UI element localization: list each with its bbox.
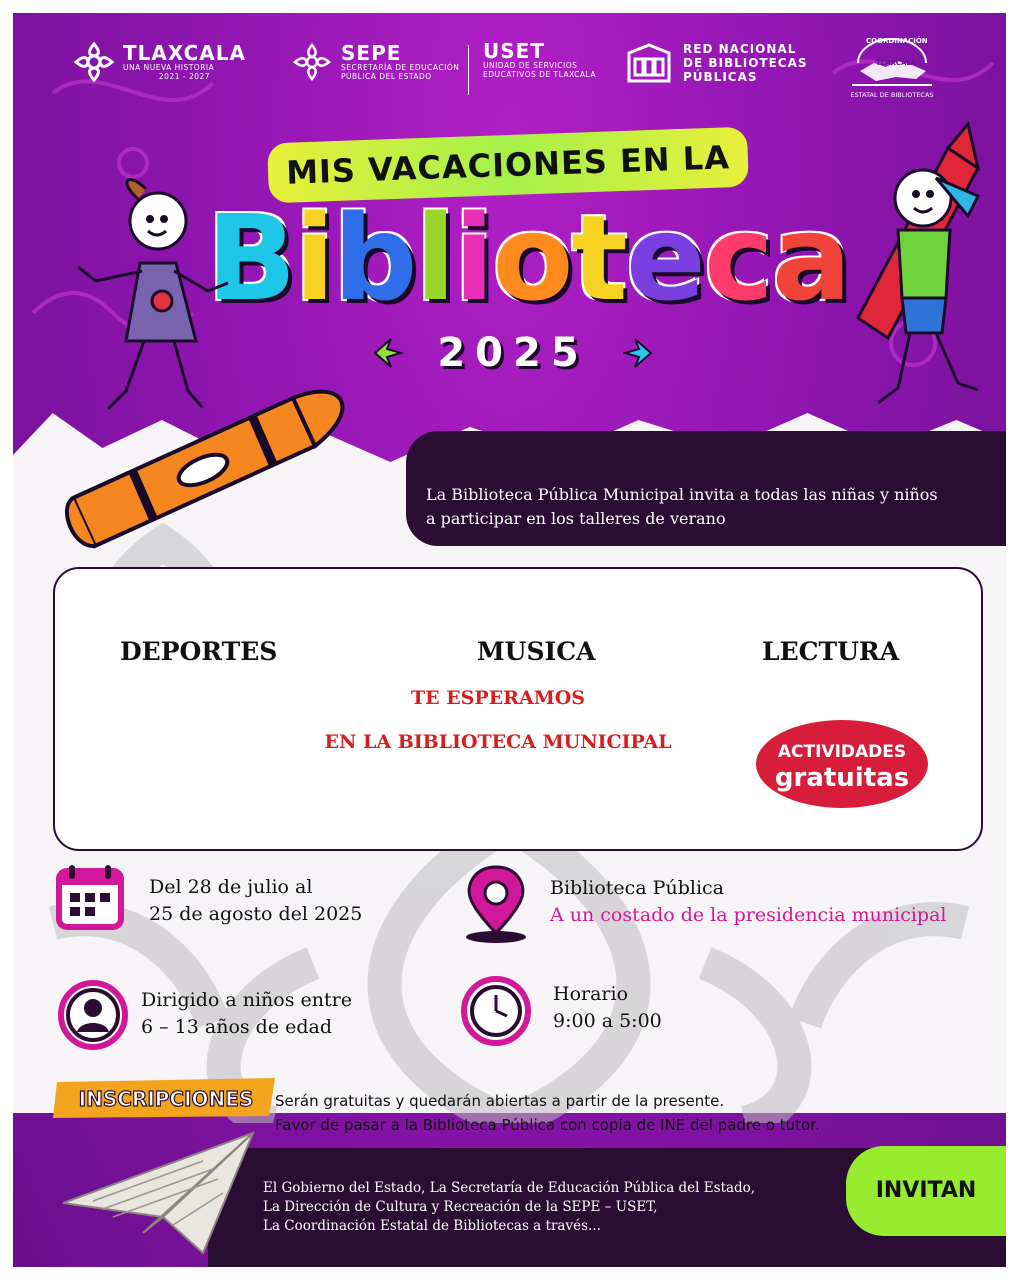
te-esperamos-text: TE ESPERAMOS xyxy=(410,687,586,709)
hours-value: 9:00 a 5:00 xyxy=(553,1010,662,1032)
tlaxcala-name: TLAXCALA xyxy=(123,41,246,65)
inscripciones-line1: Serán gratuitas y quedarán abiertas a partir de la presente. xyxy=(275,1092,725,1110)
place-line1: Biblioteca Pública xyxy=(550,877,724,899)
title-letter: a xyxy=(771,189,850,327)
title-letter: B xyxy=(206,189,295,327)
calendar-icon xyxy=(55,863,125,931)
activity-musica: MUSICA xyxy=(477,637,596,666)
coordinacion-logo xyxy=(846,33,938,99)
poster xyxy=(13,13,1006,1267)
title-letter: i xyxy=(294,189,333,327)
footer-line1: El Gobierno del Estado, La Secretaría de Educación Pública del Estado, xyxy=(263,1180,756,1196)
activity-deportes: DEPORTES xyxy=(120,637,278,666)
logo-divider xyxy=(468,45,469,95)
place-text xyxy=(550,875,947,929)
invite-text xyxy=(426,483,996,531)
tlaxcala-period: 2021 - 2027 xyxy=(158,72,211,81)
location-pin-icon xyxy=(460,863,532,945)
invitan-badge xyxy=(846,1146,1006,1236)
user-profile-icon xyxy=(58,980,128,1050)
title-letter: t xyxy=(571,189,626,327)
footer-line3: La Coordinación Estatal de Bibliotecas a través... xyxy=(263,1218,601,1234)
uset-line2: EDUCATIVOS DE TLAXCALA xyxy=(483,70,597,79)
library-books-icon xyxy=(623,37,675,89)
coordinacion-mid: TLAXCALA xyxy=(876,59,917,67)
sepe-logo xyxy=(291,41,459,83)
uset-line1: UNIDAD DE SERVICIOS xyxy=(483,61,578,70)
header-logos xyxy=(13,33,1006,113)
age-line2: 6 – 13 años de edad xyxy=(141,1016,333,1038)
invite-line1: La Biblioteca Pública Municipal invita a todas las niñas y niños xyxy=(426,485,938,504)
title-letter: l xyxy=(415,189,454,327)
inscripciones-label: INSCRIPCIONES xyxy=(78,1087,254,1111)
inscripciones-line2: Favor de pasar a la Biblioteca Pública con copia de INE del padre o tutor. xyxy=(275,1116,820,1134)
boy-character-illustration xyxy=(818,118,1003,418)
title-letter: e xyxy=(625,189,704,327)
invitan-text: INVITAN xyxy=(875,1178,977,1203)
arrow-left-icon xyxy=(623,335,655,371)
hours-label: Horario xyxy=(553,983,629,1005)
title-letter: b xyxy=(332,189,416,327)
red-line1: RED NACIONAL xyxy=(683,42,797,56)
dates-line2: 25 de agosto del 2025 xyxy=(149,903,363,925)
activity-lectura: LECTURA xyxy=(762,637,900,666)
age-text xyxy=(141,987,352,1041)
clock-icon xyxy=(461,976,531,1046)
title-letter: c xyxy=(703,189,772,327)
inscripciones-text xyxy=(275,1089,820,1137)
actividades-gratuitas-badge xyxy=(755,719,930,809)
uset-logo xyxy=(483,41,596,79)
year-text: 2025 xyxy=(437,330,589,376)
tlaxcala-flower-icon xyxy=(73,41,115,83)
year-block xyxy=(353,325,673,381)
tlaxcala-tagline: UNA NUEVA HISTORIA xyxy=(123,63,215,72)
tlaxcala-logo xyxy=(73,41,246,83)
title-line1: MIS VACACIONES EN LA xyxy=(285,138,731,192)
uset-name: USET xyxy=(483,39,545,63)
orange-crayon-illustration xyxy=(53,368,373,558)
arrow-right-icon xyxy=(371,335,403,371)
dates-line1: Del 28 de julio al xyxy=(149,876,313,898)
sepe-flower-icon xyxy=(291,41,333,83)
title-letter: i xyxy=(453,189,493,327)
sepe-name: SEPE xyxy=(341,41,402,65)
paper-plane-illustration xyxy=(53,1113,283,1263)
biblioteca-municipal-text: EN LA BIBLIOTECA MUNICIPAL xyxy=(324,731,672,753)
red-bibliotecas-logo xyxy=(623,37,808,89)
hours-text xyxy=(553,981,662,1035)
title-letter: o xyxy=(492,189,572,327)
red-line2: DE BIBLIOTECAS xyxy=(683,56,808,70)
footer-line2: La Dirección de Cultura y Recreación de la SEPE – USET, xyxy=(263,1199,658,1215)
badge-top-text: ACTIVIDADES xyxy=(777,742,907,762)
coordinacion-bottom: ESTATAL DE BIBLIOTECAS xyxy=(850,91,934,99)
sepe-line1: SECRETARÍA DE EDUCACIÓN xyxy=(341,63,460,72)
age-line1: Dirigido a niños entre xyxy=(141,989,352,1011)
place-line2: A un costado de la presidencia municipal xyxy=(550,904,947,926)
red-line3: PÚBLICAS xyxy=(683,70,758,84)
sepe-line2: PÚBLICA DEL ESTADO xyxy=(341,72,432,81)
coordinacion-top: COORDINACIÓN xyxy=(866,37,928,45)
badge-bottom-text: gratuitas xyxy=(774,763,910,793)
dates-text xyxy=(149,874,362,928)
activities-box xyxy=(53,567,983,851)
title-biblioteca xyxy=(203,188,853,328)
footer-text xyxy=(263,1179,755,1236)
invite-line2: a participar en los talleres de verano xyxy=(426,509,726,528)
